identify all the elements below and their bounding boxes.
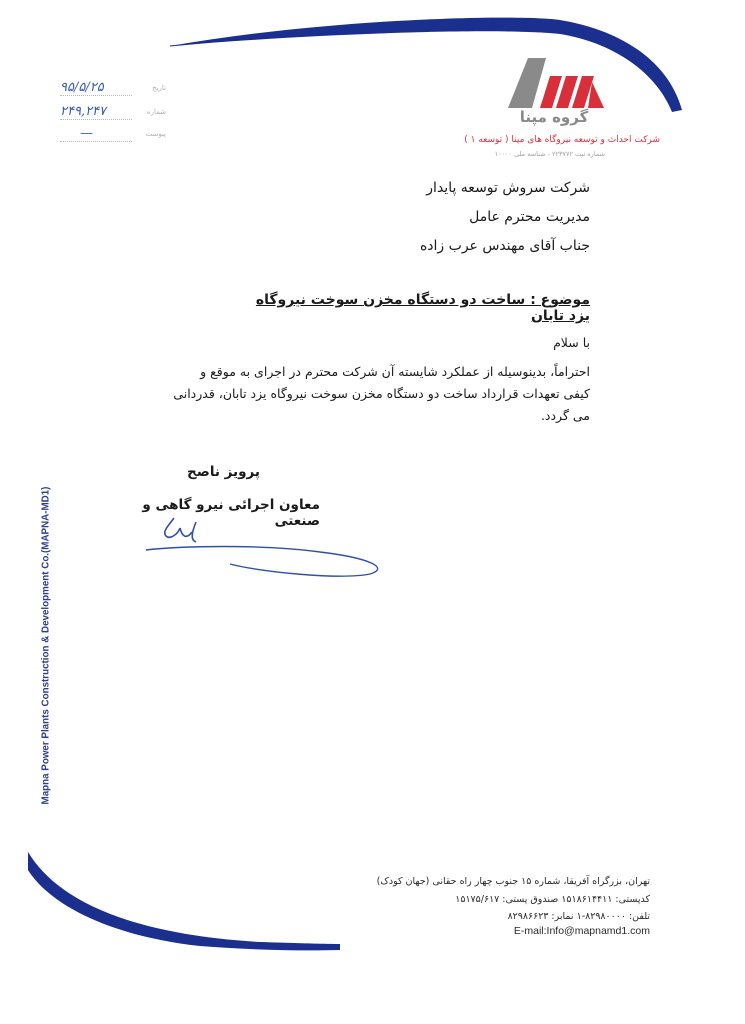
side-company-text: Mapna Power Plants Construction & Development Co.(MAPNA-MD1) xyxy=(40,486,52,805)
body-paragraph: احتراماً، بدینوسیله از عملکرد شایسته آن شرکت محترم در اجرای به موقع و کیفی تعهدات قرارداد ساخت دو دستگاه مخزن سوخت نیروگاه یزد تابان، قدردانی می گردد. xyxy=(173,364,590,423)
footer-address: تهران، بزرگراه آفریقا، شماره ۱۵ جنوب چهار راه حقانی (جهان کودک) xyxy=(376,876,650,887)
recipient-title: مدیریت محترم عامل xyxy=(469,209,590,225)
number-label: شماره xyxy=(146,108,166,116)
company-logo xyxy=(500,52,610,132)
footer-email: E-mail:Info@mapnamd1.com xyxy=(513,925,650,937)
mapna-logo-icon xyxy=(500,52,610,110)
number-row xyxy=(60,104,170,122)
date-value: ۹۵/۵/۲۵ xyxy=(60,80,104,95)
registration-line: شماره ثبت ۲۲۳۷۷۲ - شناسه ملی ۱۰۰۰۰ xyxy=(494,150,605,158)
footer-phone: تلفن: ۸۲۹۸۰۰۰۰-۱ نمابر: ۸۲۹۸۶۶۲۳ xyxy=(507,911,650,922)
attachment-row xyxy=(60,126,170,144)
number-value: ۲۴۹,۲۴۷ xyxy=(60,104,107,119)
greeting: با سلام xyxy=(553,335,590,350)
signatory-name: پرویز ناصح xyxy=(187,464,260,480)
footer-postal: کدپستی: ۱۵۱۸۶۱۴۴۱۱ صندوق پستی: ۱۵۱۷۵/۶۱۷ xyxy=(455,894,650,905)
date-row xyxy=(60,80,170,98)
recipient-company: شرکت سروش توسعه پایدار xyxy=(426,180,590,196)
logo-text: گروه مپنا xyxy=(519,108,589,126)
letter-subject: موضوع : ساخت دو دستگاه مخزن سوخت نیروگاه یزد تابان xyxy=(255,292,590,324)
recipient-person: جناب آقای مهندس عرب زاده xyxy=(419,238,590,254)
date-label: تاریخ xyxy=(152,84,166,92)
company-name-line: شرکت احداث و توسعه نیروگاه های مپنا ( توسعه ۱ ) xyxy=(464,135,660,145)
signatory-title: معاون اجرائی نیرو گاهی و صنعتی xyxy=(142,497,320,529)
handwritten-signature xyxy=(140,512,400,582)
attachment-value: — xyxy=(80,126,93,141)
attachment-label: پیوست xyxy=(145,130,166,138)
